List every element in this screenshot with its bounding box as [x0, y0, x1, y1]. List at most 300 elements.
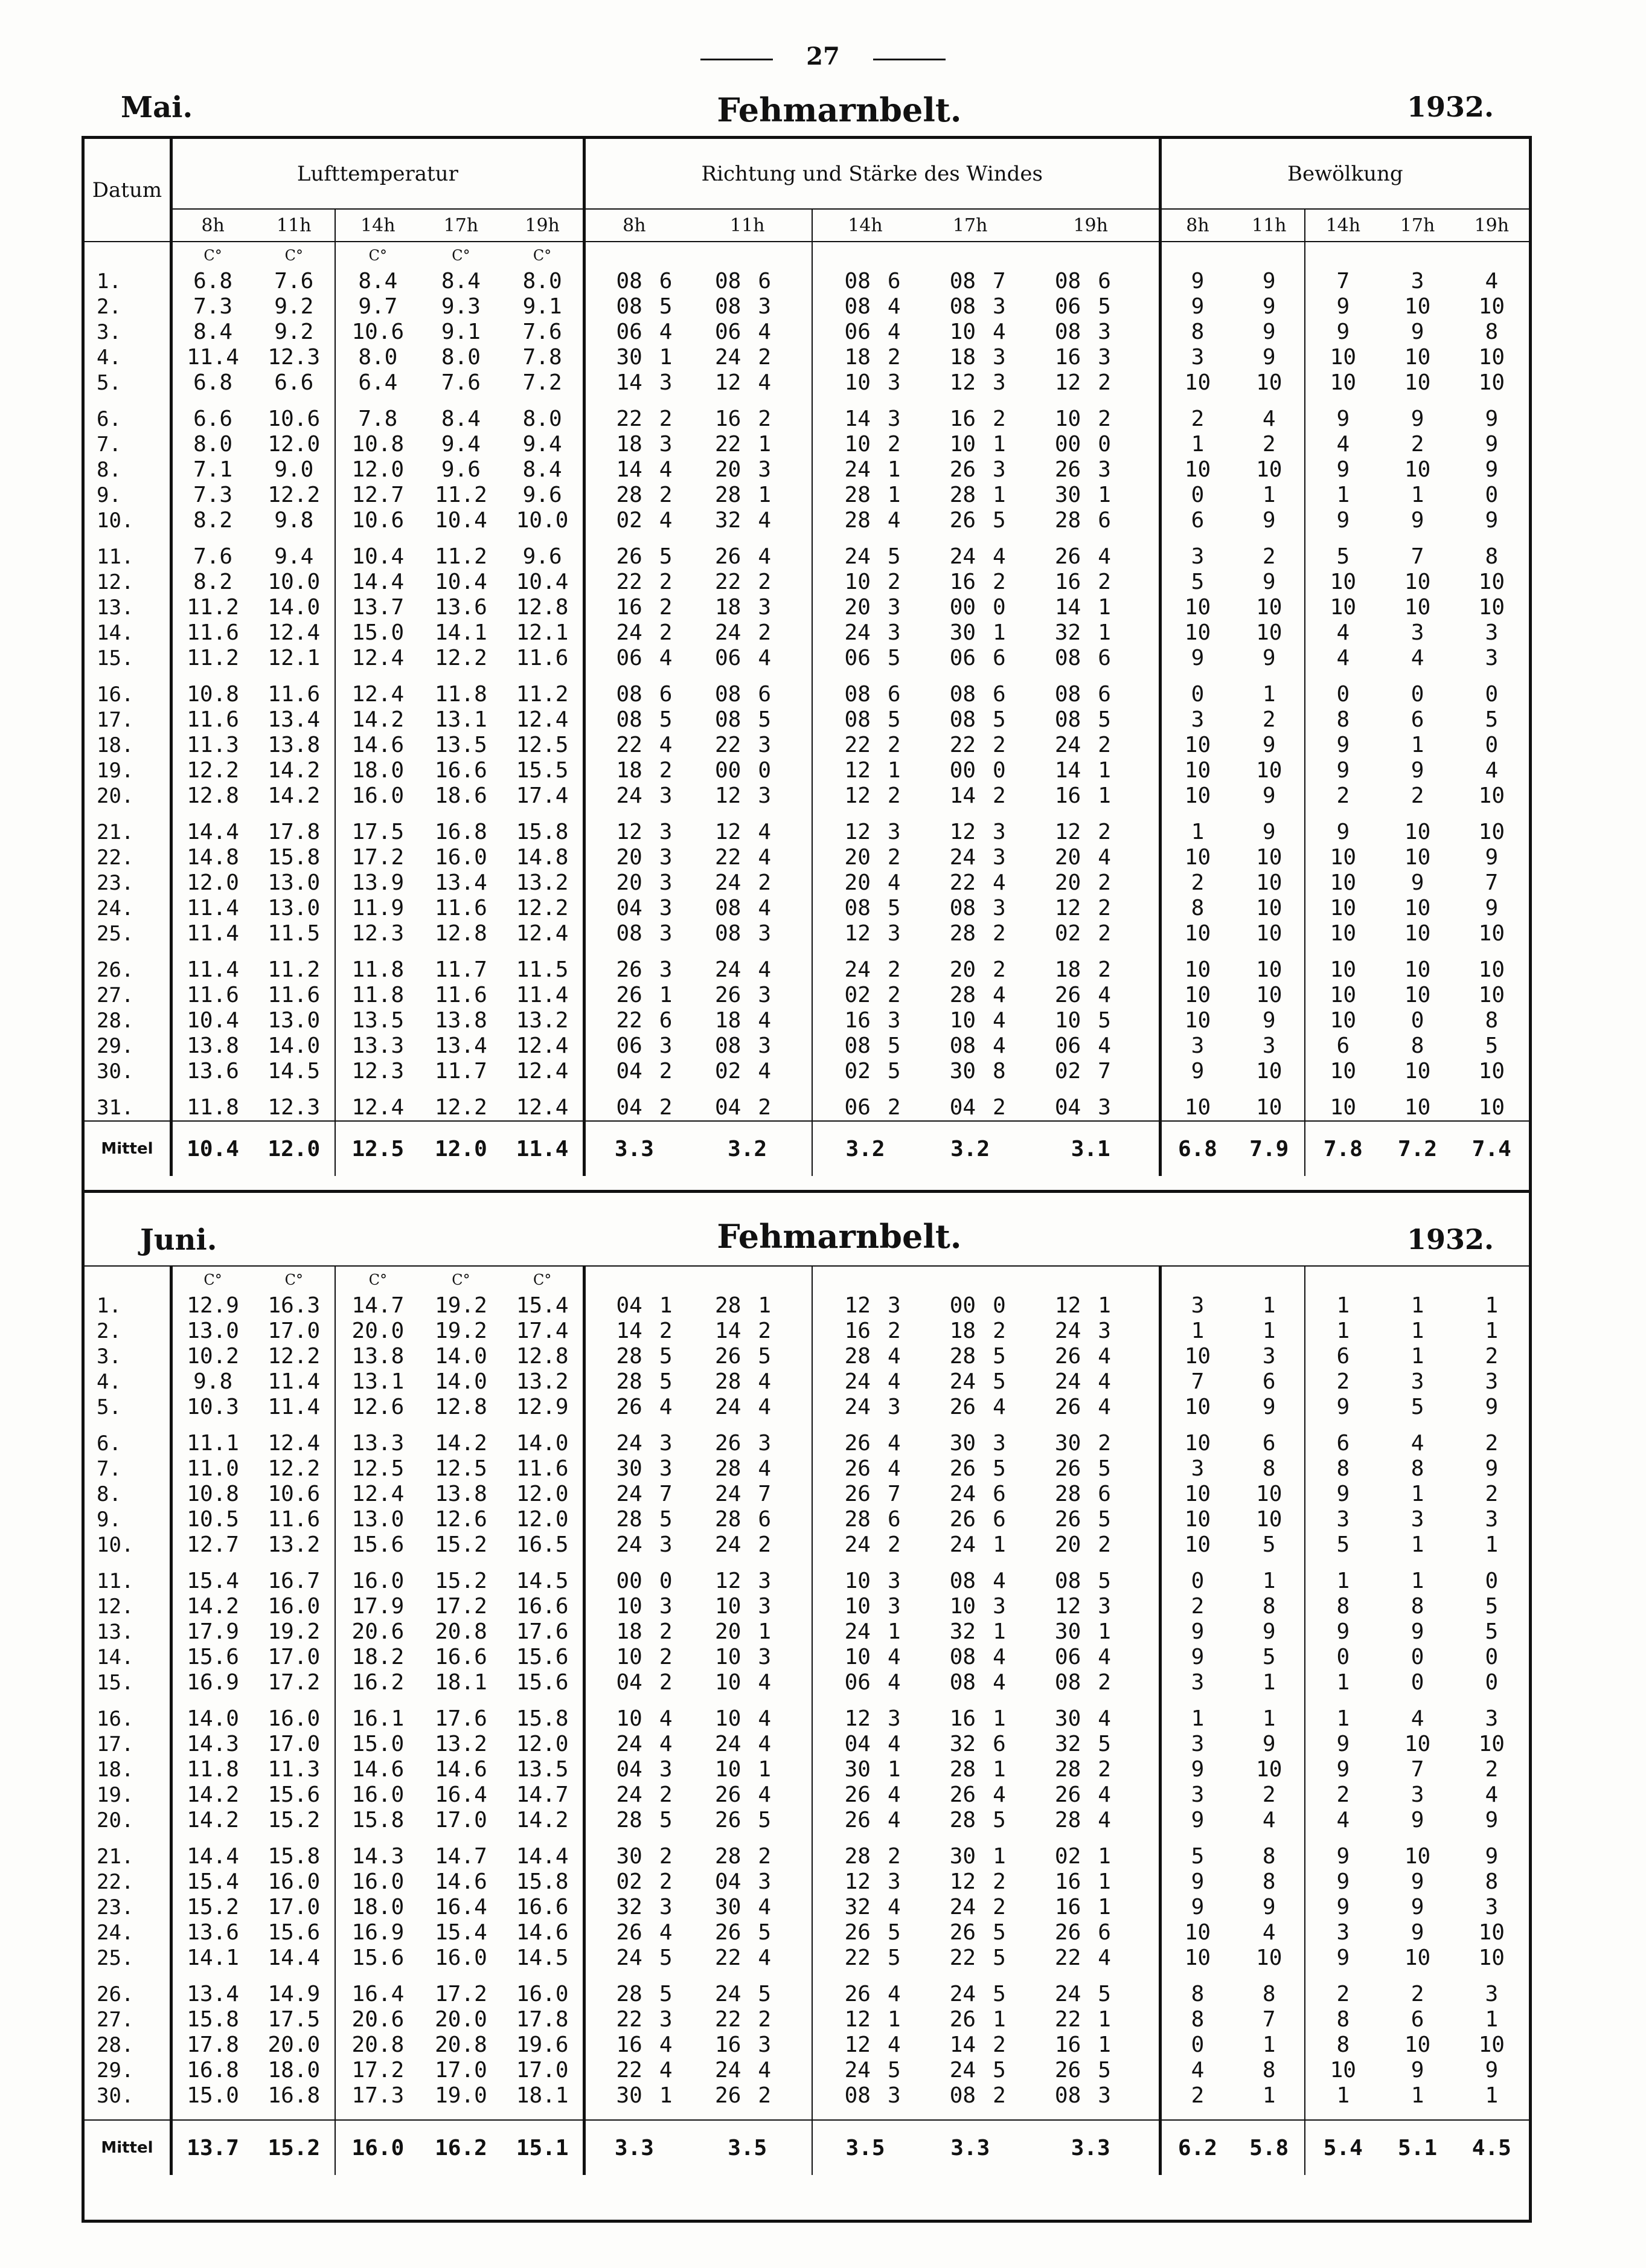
wind-force: 4: [993, 1670, 1006, 1695]
day-number: 27.: [85, 983, 171, 1008]
temperature-value: 11.4: [187, 921, 239, 946]
wind-direction: 08: [714, 269, 741, 294]
wind-direction: 10: [715, 1757, 741, 1782]
wind-force: 3: [887, 406, 901, 431]
wind-direction: 24: [715, 1532, 741, 1557]
wind-direction: 08: [616, 269, 642, 294]
wind-force: 3: [1089, 345, 1160, 370]
temperature-value: 14.2: [435, 1431, 487, 1456]
temperature-value: 9.4: [253, 544, 335, 570]
cloud-cover-value: 9: [1191, 1757, 1205, 1782]
wind-direction: 26: [1054, 1507, 1081, 1532]
wind-force: 6: [1089, 1920, 1160, 1945]
wind-force: 1: [1089, 2032, 1160, 2058]
temperature-value: 12.5: [435, 1456, 487, 1481]
wind-direction: 06: [1054, 294, 1081, 319]
wind-force: 5: [659, 1982, 673, 2006]
wind-direction: 26: [616, 1395, 642, 1419]
wind-direction: 28: [949, 921, 976, 946]
cloud-cover-value: 9: [1336, 1895, 1350, 1919]
temperature-value: 13.8: [435, 1008, 487, 1033]
temperature-value: 10.5: [187, 1507, 239, 1532]
temperature-value: 15.6: [502, 1670, 584, 1706]
mean-wind-force: 3.3: [584, 2120, 683, 2175]
wind-direction: 08: [949, 707, 976, 732]
temperature-value: 17.0: [253, 1895, 335, 1920]
wind-direction: 24: [949, 1369, 976, 1394]
wind-force: 4: [887, 320, 901, 344]
mean-temperature: 13.7: [171, 2120, 253, 2175]
day-number: 10.: [85, 508, 171, 544]
temperature-value: 13.2: [502, 870, 584, 896]
wind-force: 3: [993, 1431, 1006, 1456]
wind-force: 4: [1089, 983, 1160, 1008]
table-row: [85, 1532, 1529, 1569]
temperature-value: 12.5: [502, 733, 584, 758]
wind-force: 5: [993, 1456, 1006, 1481]
wind-direction: 04: [616, 896, 642, 920]
wind-direction: 26: [1054, 1344, 1081, 1369]
temperature-value: 11.2: [187, 646, 239, 670]
wind-force: 2: [993, 783, 1006, 808]
cloud-cover-value: 4: [1485, 1782, 1499, 1807]
wind-force: 5: [659, 1344, 673, 1369]
temperature-value: 15.2: [187, 1895, 239, 1919]
wind-force: 3: [887, 921, 901, 946]
wind-direction: 24: [1054, 733, 1081, 757]
wind-direction: 08: [714, 294, 741, 319]
temperature-value: 16.6: [502, 1895, 584, 1920]
mean-temperature: 16.2: [420, 2120, 502, 2175]
cloud-cover-value: 0: [1485, 483, 1499, 507]
wind-force: 1: [887, 758, 901, 783]
cloud-cover-value: 2: [1485, 1344, 1499, 1369]
wind-force: 4: [749, 646, 812, 682]
temperature-value: 15.8: [253, 1844, 335, 1869]
day-number: 17.: [85, 1732, 171, 1757]
temperature-value: 11.6: [187, 983, 239, 1007]
unit-cell-empty: [683, 1266, 749, 1293]
temperature-value: 12.2: [502, 896, 584, 921]
cloud-cover-value: 9: [1234, 1895, 1305, 1920]
temperature-value: 6.4: [358, 370, 398, 395]
hour-header-cloud-14h: 14h: [1305, 209, 1380, 242]
wind-direction: 02: [844, 1059, 871, 1084]
wind-force: 3: [887, 620, 901, 645]
day-number: 5.: [85, 1395, 171, 1431]
wind-force: 3: [749, 457, 812, 483]
table-row: [85, 1319, 1529, 1344]
cloud-cover-value: 8: [1485, 320, 1499, 344]
wind-direction: 24: [844, 620, 871, 645]
temperature-value: 17.9: [187, 1619, 239, 1644]
wind-direction: 02: [616, 1869, 642, 1894]
wind-direction: 16: [1054, 570, 1081, 594]
cloud-cover-value: 10: [1404, 896, 1431, 920]
wind-force: 5: [659, 294, 673, 319]
temperature-value: 13.7: [351, 595, 405, 620]
wind-direction: 12: [844, 2007, 871, 2032]
temperature-value: 13.5: [351, 1008, 405, 1033]
wind-direction: 06: [844, 646, 871, 670]
unit-cell-empty: [1160, 1266, 1234, 1293]
temperature-value: 11.2: [435, 483, 487, 507]
cloud-cover-value: 1: [1485, 1319, 1499, 1343]
wind-direction: 24: [616, 1782, 642, 1807]
temperature-value: 19.2: [253, 1619, 335, 1645]
wind-force: 1: [659, 345, 673, 370]
wind-force: 4: [749, 1706, 812, 1732]
cloud-cover-value: 1: [1234, 1569, 1305, 1594]
day-number: 4.: [85, 1369, 171, 1395]
wind-force: 4: [749, 820, 812, 845]
temperature-value: 12.0: [502, 1507, 584, 1532]
wind-direction: 18: [714, 595, 741, 620]
cloud-cover-value: 9: [1485, 1456, 1499, 1481]
wind-direction: 20: [1054, 845, 1081, 870]
temperature-value: 15.6: [187, 1645, 239, 1669]
temperature-value: 7.6: [253, 269, 335, 294]
temperature-value: 13.6: [435, 595, 487, 620]
cloud-cover-value: 10: [1478, 1059, 1505, 1084]
temperature-value: 14.3: [351, 1844, 405, 1869]
wind-direction: 26: [1054, 1782, 1081, 1807]
hour-header-cloud-19h: 19h: [1455, 209, 1529, 242]
day-number: 22.: [85, 845, 171, 870]
wind-direction: 12: [844, 1293, 871, 1318]
temperature-value: 7.6: [502, 320, 584, 345]
temperature-value: 8.2: [193, 508, 233, 533]
wind-force: 2: [1089, 1670, 1160, 1706]
wind-direction: 08: [949, 1645, 976, 1669]
wind-direction: 16: [844, 1008, 871, 1033]
temperature-value: 16.3: [253, 1293, 335, 1319]
mean-temperature: 11.4: [502, 1121, 584, 1176]
wind-direction: 28: [1054, 1482, 1081, 1506]
temperature-value: 16.7: [253, 1569, 335, 1594]
wind-force: 2: [993, 1319, 1006, 1343]
cloud-cover-value: 7: [1191, 1369, 1205, 1394]
cloud-cover-value: 8: [1234, 1869, 1305, 1895]
wind-force: 3: [1089, 320, 1160, 345]
wind-direction: 10: [844, 1645, 871, 1669]
wind-direction: 14: [844, 406, 871, 431]
temperature-value: 11.7: [435, 957, 487, 982]
wind-direction: 02: [1054, 1844, 1081, 1869]
day-number: 8.: [85, 1482, 171, 1507]
wind-force: 2: [1089, 957, 1160, 983]
wind-force: 4: [887, 2032, 901, 2057]
temperature-value: 17.9: [351, 1594, 405, 1619]
temperature-value: 12.4: [502, 1095, 584, 1121]
temperature-value: 12.4: [502, 921, 584, 957]
cloud-cover-value: 6: [1411, 2007, 1424, 2032]
wind-direction: 28: [844, 508, 871, 533]
wind-direction: 10: [844, 570, 871, 594]
temperature-value: 12.4: [351, 646, 405, 670]
mean-wind-force: 3.3: [584, 1121, 683, 1176]
mean-wind-force: 3.3: [918, 2120, 1023, 2175]
wind-direction: 24: [949, 1982, 976, 2006]
wind-direction: 16: [1054, 1869, 1081, 1894]
wind-force: 5: [887, 896, 901, 920]
wind-direction: 28: [715, 1293, 741, 1318]
wind-force: 3: [993, 820, 1006, 844]
wind-direction: 22: [616, 406, 642, 431]
temperature-value: 15.4: [187, 1869, 239, 1894]
cloud-cover-value: 10: [1184, 620, 1211, 645]
cloud-cover-value: 10: [1478, 345, 1505, 370]
temperature-value: 8.0: [358, 345, 398, 370]
temperature-value: 11.5: [253, 921, 335, 957]
wind-direction: 26: [1054, 1456, 1081, 1481]
wind-direction: 14: [616, 370, 642, 395]
wind-direction: 10: [949, 432, 976, 457]
cloud-cover-value: 4: [1485, 269, 1499, 294]
wind-direction: 30: [949, 620, 976, 645]
temperature-value: 12.5: [351, 1456, 405, 1481]
temperature-value: 6.6: [253, 370, 335, 406]
wind-force: 2: [749, 870, 812, 896]
cloud-cover-value: 9: [1336, 320, 1350, 344]
wind-force: 3: [887, 1869, 901, 1894]
wind-direction: 26: [715, 2083, 741, 2108]
day-number: 13.: [85, 595, 171, 620]
day-number: 18.: [85, 1757, 171, 1782]
wind-force: 4: [887, 1895, 901, 1919]
unit-cell-empty: [584, 242, 650, 269]
cloud-cover-value: 10: [1184, 1095, 1211, 1120]
wind-direction: 04: [1054, 1095, 1081, 1120]
wind-force: 5: [1089, 1008, 1160, 1033]
wind-direction: 16: [949, 570, 976, 594]
table-row: [85, 294, 1529, 320]
wind-direction: 24: [844, 2058, 871, 2083]
wind-force: 4: [887, 1808, 901, 1833]
cloud-cover-value: 10: [1330, 570, 1357, 594]
year-label-mai: 1932.: [1407, 91, 1494, 123]
cloud-cover-value: 9: [1234, 570, 1305, 595]
wind-direction: 26: [616, 983, 642, 1007]
wind-force: 2: [659, 406, 673, 431]
wind-force: 6: [887, 682, 901, 707]
wind-force: 3: [749, 294, 812, 320]
cloud-cover-value: 4: [1485, 758, 1499, 783]
wind-force: 5: [887, 1059, 901, 1084]
day-number: 30.: [85, 1059, 171, 1095]
temperature-value: 19.0: [435, 2083, 487, 2108]
wind-force: 3: [659, 432, 673, 457]
wind-force: 4: [887, 1670, 901, 1695]
wind-direction: 14: [616, 457, 642, 482]
temperature-value: 6.8: [193, 269, 233, 294]
wind-force: 8: [993, 1059, 1006, 1084]
wind-force: 4: [1089, 845, 1160, 870]
temperature-value: 20.8: [435, 1619, 487, 1644]
day-number: 3.: [85, 1344, 171, 1369]
wind-force: 1: [993, 620, 1006, 645]
temperature-value: 16.0: [351, 1782, 405, 1807]
temperature-value: 14.6: [435, 1757, 487, 1782]
wind-direction: 22: [616, 2007, 642, 2032]
wind-direction: 22: [1054, 2007, 1081, 2032]
wind-force: 2: [1089, 1757, 1160, 1782]
wind-direction: 18: [949, 1319, 976, 1343]
temperature-value: 10.8: [187, 1482, 239, 1506]
wind-force: 6: [887, 269, 901, 294]
wind-direction: 28: [715, 1369, 741, 1394]
cloud-cover-value: 4: [1336, 432, 1350, 457]
temperature-value: 18.1: [435, 1670, 487, 1695]
wind-direction: 30: [616, 345, 642, 370]
temperature-value: 7.3: [193, 294, 233, 319]
temperature-value: 14.2: [253, 758, 335, 783]
temperature-value: 16.8: [253, 2083, 335, 2120]
wind-force: 3: [749, 983, 812, 1008]
temperature-value: 18.0: [351, 1895, 405, 1919]
wind-direction: 26: [1054, 457, 1081, 482]
wind-force: 3: [993, 457, 1006, 482]
wind-direction: 14: [949, 2032, 976, 2057]
table-row: [85, 1569, 1529, 1594]
wind-direction: 22: [714, 845, 741, 870]
temperature-value: 18.1: [502, 2083, 584, 2120]
page-number: 27: [806, 42, 840, 71]
cloud-cover-value: 3: [1191, 1732, 1205, 1756]
table-row: [85, 2007, 1529, 2032]
cloud-cover-value: 9: [1485, 2058, 1499, 2083]
temperature-value: 8.4: [193, 320, 233, 344]
temperature-value: 15.8: [502, 1706, 584, 1732]
temperature-value: 11.4: [187, 957, 239, 982]
unit-label: C°: [452, 247, 470, 264]
wind-force: 5: [1089, 1456, 1160, 1482]
wind-force: 4: [887, 870, 901, 895]
temperature-value: 10.6: [253, 406, 335, 432]
wind-direction: 26: [949, 2007, 976, 2032]
temperature-value: 14.0: [253, 595, 335, 620]
wind-force: 5: [887, 544, 901, 569]
wind-force: 1: [1089, 620, 1160, 646]
temperature-value: 20.0: [435, 2007, 487, 2032]
wind-force: 3: [887, 595, 901, 620]
wind-direction: 18: [949, 345, 976, 370]
table-row: [85, 1945, 1529, 1982]
cloud-cover-value: 3: [1485, 1982, 1499, 2006]
cloud-cover-value: 1: [1336, 1319, 1350, 1343]
mean-wind-force: 3.2: [683, 1121, 813, 1176]
wind-force: 2: [993, 2032, 1006, 2057]
wind-force: 1: [887, 1619, 901, 1644]
wind-direction: 12: [1054, 1293, 1081, 1318]
temperature-value: 17.0: [435, 2058, 487, 2083]
temperature-value: 13.5: [502, 1757, 584, 1782]
wind-direction: 10: [616, 1706, 642, 1731]
wind-force: 7: [659, 1482, 673, 1506]
wind-force: 2: [993, 1869, 1006, 1894]
temperature-value: 8.0: [502, 406, 584, 432]
table-row: [85, 845, 1529, 870]
wind-direction: 26: [844, 1456, 871, 1481]
wind-force: 5: [993, 2058, 1006, 2083]
temperature-value: 10.8: [351, 432, 405, 457]
wind-force: 2: [659, 1619, 673, 1644]
wind-direction: 16: [949, 406, 976, 431]
column-header-wind: Richtung und Stärke des Windes: [584, 139, 1160, 209]
wind-direction: 06: [616, 320, 642, 344]
wind-direction: 02: [1054, 921, 1081, 946]
wind-force: 3: [659, 845, 673, 870]
wind-force: 6: [993, 1507, 1006, 1532]
cloud-cover-value: 10: [1404, 845, 1431, 870]
wind-direction: 28: [715, 1507, 741, 1532]
temperature-value: 15.0: [187, 2083, 239, 2108]
temperature-value: 12.0: [502, 1732, 584, 1757]
wind-direction: 28: [949, 483, 976, 507]
mean-temperature: 15.2: [253, 2120, 335, 2175]
cloud-cover-value: 3: [1191, 1456, 1205, 1481]
mean-label: Mittel: [85, 1121, 171, 1176]
temperature-value: 13.1: [435, 707, 487, 732]
cloud-cover-value: 6: [1234, 1369, 1305, 1395]
cloud-cover-value: 9: [1336, 1395, 1350, 1419]
day-number: 16.: [85, 1706, 171, 1732]
day-number: 26.: [85, 957, 171, 983]
temperature-value: 12.9: [187, 1293, 239, 1318]
cloud-cover-value: 1: [1411, 1569, 1424, 1593]
wind-direction: 22: [949, 733, 976, 757]
cloud-cover-value: 3: [1191, 1293, 1205, 1318]
wind-force: 3: [1089, 2083, 1160, 2120]
cloud-cover-value: 4: [1234, 1920, 1305, 1945]
cloud-cover-value: 6: [1336, 1344, 1350, 1369]
year-label-juni: 1932.: [1407, 1223, 1494, 1256]
wind-force: 2: [659, 483, 673, 507]
wind-direction: 10: [949, 1008, 976, 1033]
wind-direction: 28: [715, 1844, 741, 1869]
cloud-cover-value: 5: [1234, 1532, 1305, 1569]
cloud-cover-value: 10: [1404, 1732, 1431, 1756]
unit-cell-empty: [651, 1266, 683, 1293]
wind-force: 3: [749, 1594, 812, 1619]
temperature-value: 12.6: [351, 1395, 405, 1419]
wind-direction: 08: [1054, 646, 1081, 670]
table-row: [85, 345, 1529, 370]
temperature-value: 12.9: [502, 1395, 584, 1431]
unit-cell-empty: [85, 242, 171, 269]
cloud-cover-value: 10: [1234, 845, 1305, 870]
wind-force: 5: [993, 1344, 1006, 1369]
temperature-value: 17.5: [351, 820, 405, 844]
hour-header-temp-17h: 17h: [420, 209, 502, 242]
cloud-cover-value: 0: [1411, 682, 1424, 707]
temperature-value: 15.2: [253, 1808, 335, 1844]
wind-force: 5: [993, 1369, 1006, 1394]
mean-temperature: 10.4: [171, 1121, 253, 1176]
temperature-value: 15.4: [502, 1293, 584, 1319]
unit-cell-empty: [1234, 242, 1305, 269]
temperature-value: 13.9: [351, 870, 405, 895]
wind-direction: 10: [1054, 1008, 1081, 1033]
wind-direction: 26: [949, 1395, 976, 1419]
temperature-value: 12.8: [435, 1395, 487, 1419]
cloud-cover-value: 4: [1191, 2058, 1205, 2083]
cloud-cover-value: 10: [1330, 1059, 1357, 1084]
wind-force: 4: [1089, 1645, 1160, 1670]
cloud-cover-value: 10: [1234, 1945, 1305, 1982]
cloud-cover-value: 3: [1411, 1369, 1424, 1394]
wind-direction: 24: [715, 1482, 741, 1506]
